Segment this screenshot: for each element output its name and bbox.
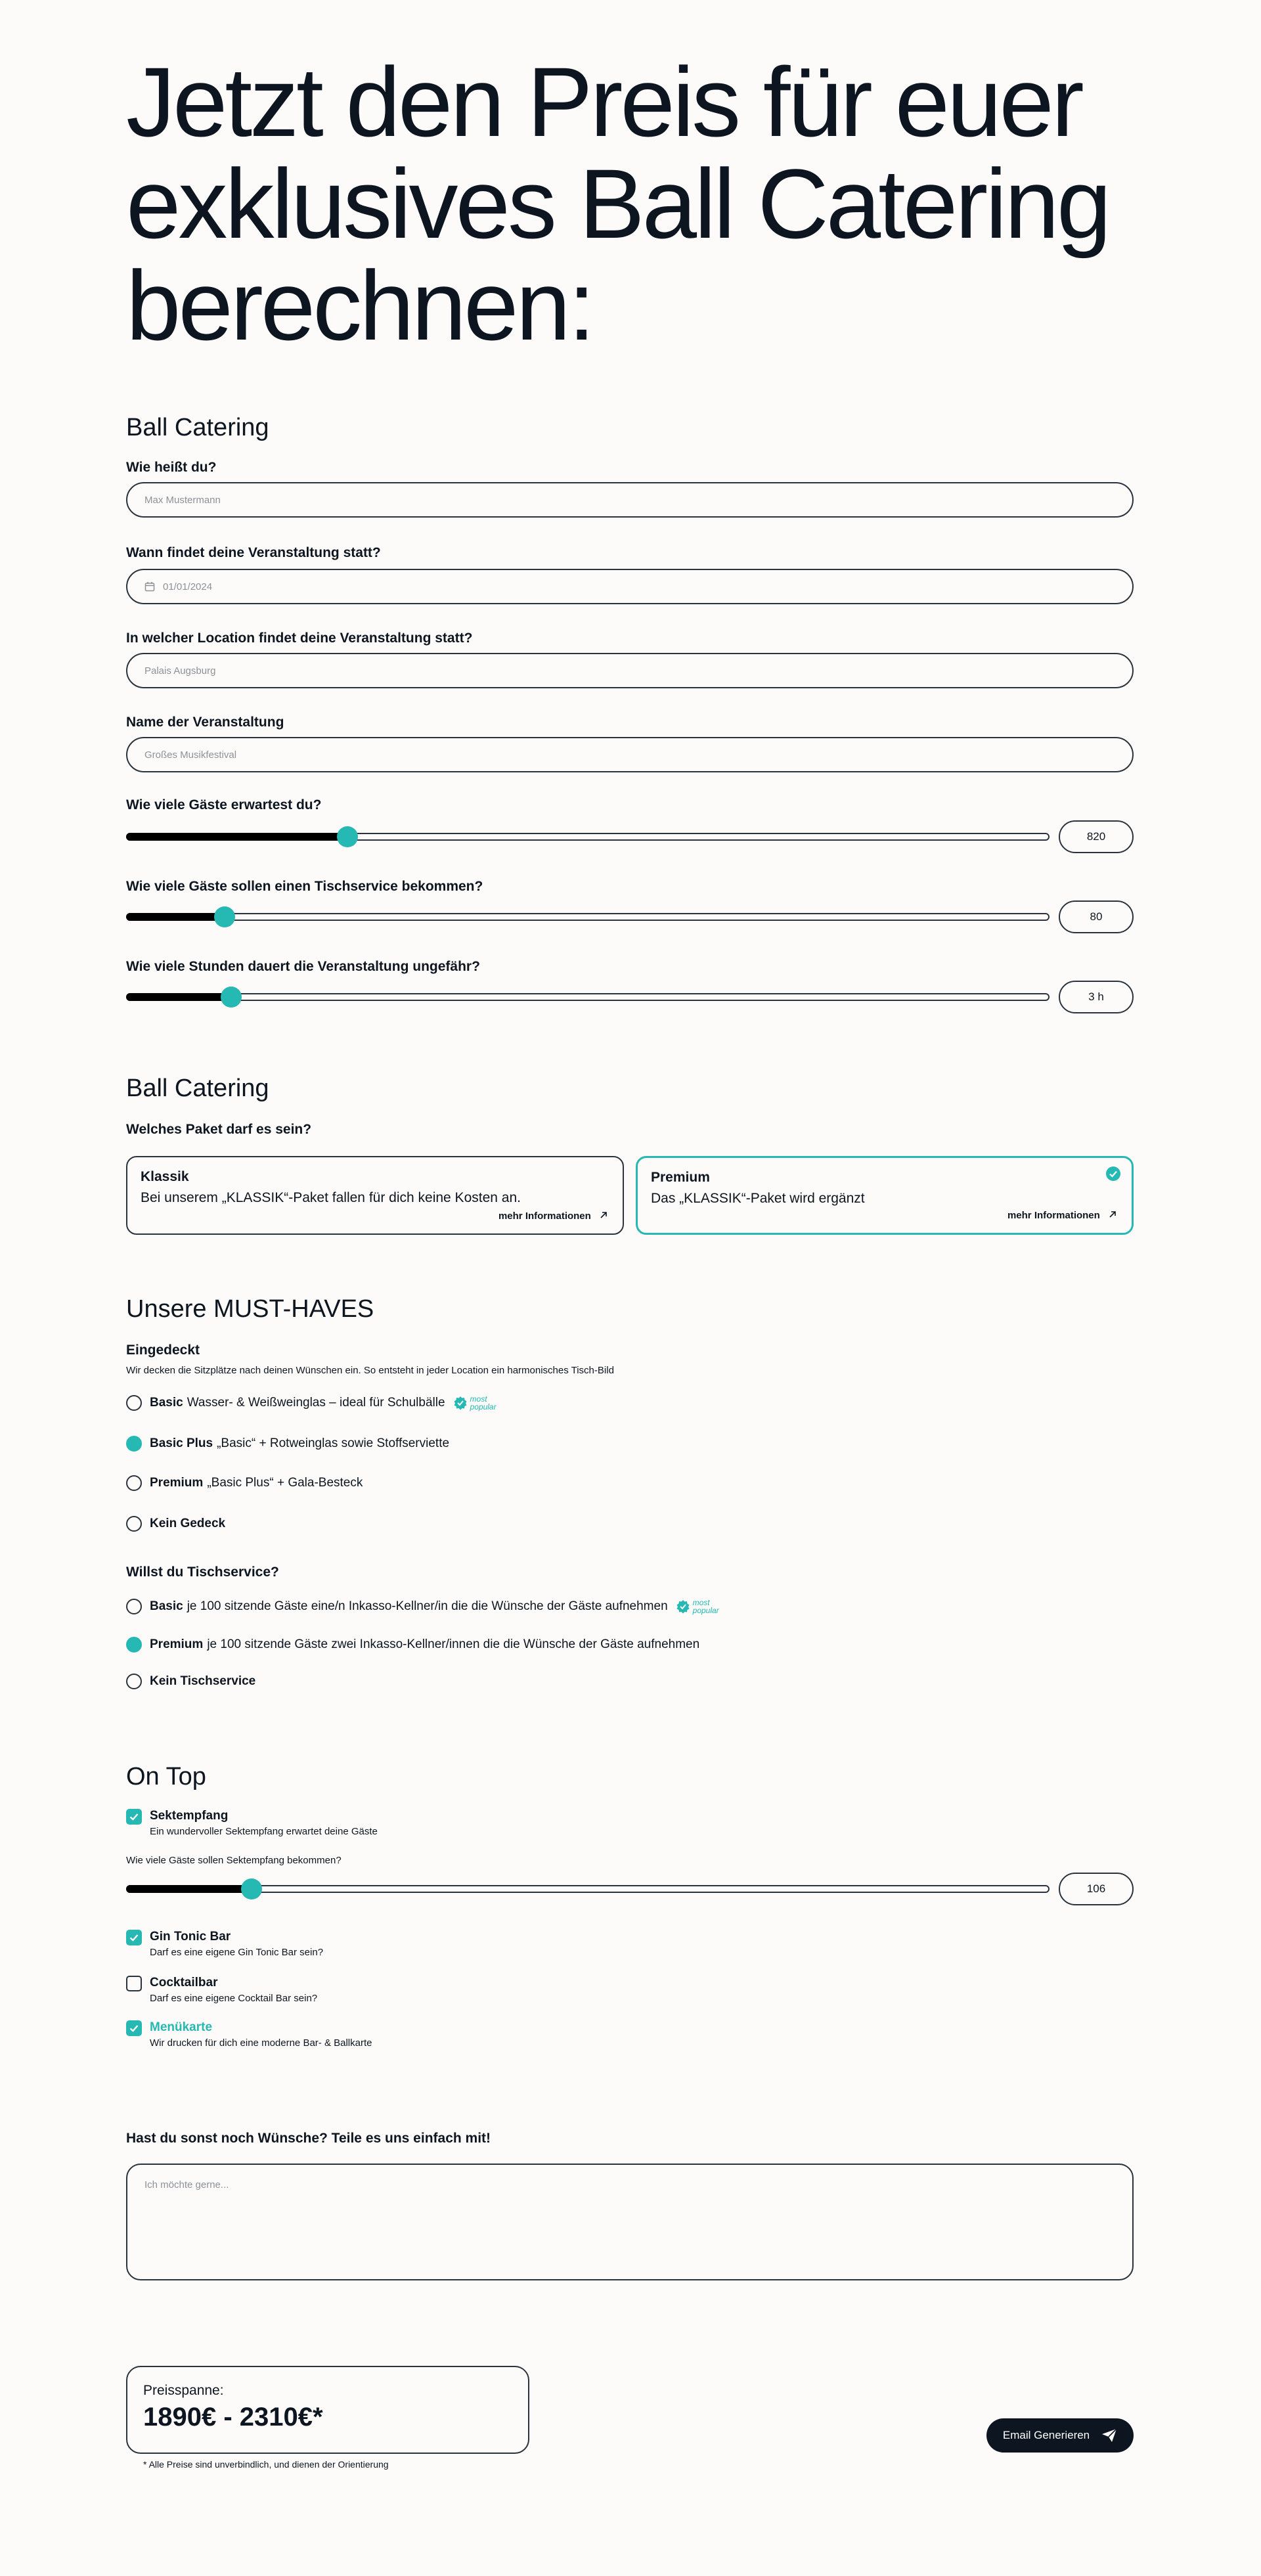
more-info-label: mehr Informationen <box>1007 1210 1100 1221</box>
event-name-label: Name der Veranstaltung <box>126 715 284 730</box>
name-input[interactable] <box>126 482 1134 518</box>
more-info-link[interactable] <box>1007 1210 1117 1221</box>
radio-button[interactable] <box>126 1436 142 1452</box>
addon-title: Cocktailbar <box>150 1976 218 1989</box>
slider-fill <box>126 1885 252 1893</box>
event-name-placeholder: Großes Musikfestival <box>144 749 237 761</box>
tischservice-title: Willst du Tischservice? <box>126 1565 279 1580</box>
option-description: Wasser- & Weißweinglas – ideal für Schulbälle <box>187 1396 445 1410</box>
arrow-up-right-icon <box>1108 1210 1117 1219</box>
date-input[interactable] <box>126 569 1134 604</box>
location-input[interactable] <box>126 653 1134 688</box>
package-description: Das „KLASSIK“-Paket wird ergänzt <box>651 1191 865 1206</box>
tisch-option-basic[interactable] <box>126 1599 723 1614</box>
slider-fill <box>126 913 225 921</box>
tisch-option-premium[interactable] <box>126 1637 699 1653</box>
section-title-must-haves: Unsere MUST-HAVES <box>126 1295 374 1323</box>
table-service-value[interactable]: 80 <box>1059 900 1134 933</box>
slider-thumb[interactable] <box>221 987 242 1008</box>
option-name: Premium <box>150 1637 204 1651</box>
option-name: Basic Plus <box>150 1436 213 1450</box>
sekt-guests-slider[interactable] <box>126 1884 1050 1894</box>
location-label: In welcher Location findet deine Veranstaltung statt? <box>126 631 473 646</box>
option-description: „Basic Plus“ + Gala-Besteck <box>207 1476 363 1490</box>
hours-label: Wie viele Stunden dauert die Veranstaltung ungefähr? <box>126 959 480 974</box>
addon-title: Gin Tonic Bar <box>150 1930 231 1943</box>
addon-subtitle: Wir drucken für dich eine moderne Bar- & Ballkarte <box>150 2037 372 2049</box>
wishes-label: Hast du sonst noch Wünsche? Teile es uns einfach mit! <box>126 2131 491 2146</box>
addon-title: Menükarte <box>150 2020 213 2034</box>
sekt-question: Wie viele Gäste sollen Sektempfang bekommen? <box>126 1855 342 1866</box>
price-label: Preisspanne: <box>143 2383 224 2398</box>
calendar-icon <box>144 581 155 592</box>
eingedeckt-title: Eingedeckt <box>126 1343 200 1358</box>
slider-fill <box>126 993 231 1001</box>
option-name: Kein Tischservice <box>150 1674 256 1688</box>
gedeck-option-basic-plus[interactable] <box>126 1436 449 1452</box>
checkbox[interactable] <box>126 1809 142 1825</box>
sekt-guests-value[interactable]: 106 <box>1059 1873 1134 1905</box>
date-label: Wann findet deine Veranstaltung statt? <box>126 545 381 560</box>
table-service-slider[interactable] <box>126 912 1050 922</box>
checkmark-icon <box>127 1931 141 1944</box>
more-info-label: mehr Informationen <box>498 1210 591 1222</box>
most-popular-badge <box>453 1395 500 1411</box>
email-generate-button[interactable] <box>986 2418 1134 2453</box>
date-value: 01/01/2024 <box>163 581 213 592</box>
gedeck-option-none[interactable] <box>126 1516 229 1532</box>
price-value: 1890€ - 2310€* <box>143 2403 323 2432</box>
guests-value[interactable]: 820 <box>1059 820 1134 853</box>
checkbox[interactable] <box>126 2020 142 2036</box>
hours-slider[interactable] <box>126 992 1050 1002</box>
checkbox[interactable] <box>126 1976 142 1991</box>
radio-button[interactable] <box>126 1395 142 1411</box>
badge-label: most popular <box>470 1394 497 1411</box>
verified-badge-icon <box>453 1396 468 1410</box>
check-circle-icon <box>1105 1166 1121 1182</box>
option-name: Basic <box>150 1599 183 1613</box>
send-icon <box>1101 2428 1117 2443</box>
slider-thumb[interactable] <box>337 826 358 847</box>
guests-slider[interactable] <box>126 832 1050 842</box>
section-title-on-top: On Top <box>126 1763 206 1790</box>
package-description: Bei unserem „KLASSIK“-Paket fallen für dich keine Kosten an. <box>141 1190 521 1205</box>
slider-track <box>126 913 1050 921</box>
price-footnote: * Alle Preise sind unverbindlich, und dienen der Orientierung <box>143 2459 389 2470</box>
option-name: Basic <box>150 1396 183 1410</box>
radio-button[interactable] <box>126 1674 142 1689</box>
table-service-label: Wie viele Gäste sollen einen Tischservice bekommen? <box>126 879 483 894</box>
option-description: „Basic“ + Rotweinglas sowie Stoffserviette <box>217 1436 450 1450</box>
option-description: je 100 sitzende Gäste eine/n Inkasso-Kellner/in die die Wünsche der Gäste aufnehmen <box>187 1599 668 1613</box>
radio-button[interactable] <box>126 1516 142 1532</box>
badge-label: most popular <box>692 1598 719 1615</box>
location-placeholder: Palais Augsburg <box>144 665 216 677</box>
tisch-option-none[interactable] <box>126 1674 259 1689</box>
radio-button[interactable] <box>126 1637 142 1653</box>
addon-title: Sektempfang <box>150 1809 229 1823</box>
option-name: Premium <box>150 1476 204 1490</box>
name-placeholder: Max Mustermann <box>144 494 221 506</box>
eingedeckt-description: Wir decken die Sitzplätze nach deinen Wünschen ein. So entsteht in jeder Location ein harmonisches Tisch-Bild <box>126 1365 614 1376</box>
option-name: Kein Gedeck <box>150 1517 226 1530</box>
gedeck-option-premium[interactable] <box>126 1475 363 1491</box>
package-name: Premium <box>651 1170 710 1185</box>
more-info-link[interactable] <box>498 1210 608 1222</box>
radio-button[interactable] <box>126 1599 142 1614</box>
addon-subtitle: Darf es eine eigene Gin Tonic Bar sein? <box>150 1947 324 1958</box>
slider-fill <box>126 833 347 841</box>
name-label: Wie heißt du? <box>126 460 217 475</box>
package-question: Welches Paket darf es sein? <box>126 1122 312 1137</box>
addon-subtitle: Darf es eine eigene Cocktail Bar sein? <box>150 1993 318 2004</box>
checkmark-icon <box>127 1810 141 1823</box>
slider-thumb[interactable] <box>214 906 235 927</box>
package-name: Klassik <box>141 1169 189 1184</box>
event-name-input[interactable] <box>126 737 1134 772</box>
checkmark-icon <box>127 2022 141 2035</box>
wishes-textarea[interactable] <box>126 2164 1134 2280</box>
gedeck-option-basic[interactable] <box>126 1395 500 1411</box>
package-card-klassik[interactable] <box>126 1156 624 1235</box>
slider-track <box>126 993 1050 1001</box>
addon-subtitle: Ein wundervoller Sektempfang erwartet deine Gäste <box>150 1826 378 1837</box>
arrow-up-right-icon <box>599 1210 608 1220</box>
slider-track <box>126 1885 1050 1893</box>
guests-label: Wie viele Gäste erwartest du? <box>126 797 322 812</box>
verified-badge-icon <box>676 1599 690 1614</box>
hours-value[interactable]: 3 h <box>1059 981 1134 1013</box>
section-title-ball-catering: Ball Catering <box>126 414 269 441</box>
email-button-label: Email Generieren <box>1002 2429 1090 2441</box>
slider-thumb[interactable] <box>241 1878 262 1899</box>
most-popular-badge <box>676 1599 723 1614</box>
radio-button[interactable] <box>126 1475 142 1491</box>
wishes-placeholder: Ich möchte gerne... <box>144 2179 229 2190</box>
price-range-box <box>126 2366 529 2454</box>
option-description: je 100 sitzende Gäste zwei Inkasso-Kellner/innen die die Wünsche der Gäste aufnehmen <box>207 1637 700 1651</box>
section-title-packages: Ball Catering <box>126 1075 269 1102</box>
page-title: Jetzt den Preis für euer exklusives Ball Catering berechnen: <box>126 47 1109 361</box>
package-card-premium[interactable] <box>636 1156 1134 1235</box>
checkbox[interactable] <box>126 1930 142 1945</box>
